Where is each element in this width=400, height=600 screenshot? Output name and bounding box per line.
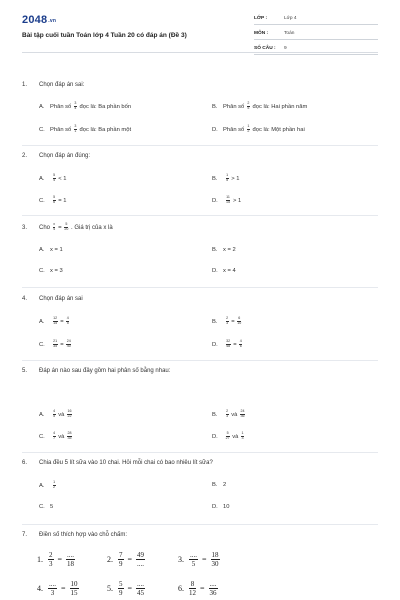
q5-option-a[interactable]: A. $\frac{4}{5}$ và $\frac{16}{22}$	[39, 409, 72, 418]
question-divider	[22, 215, 378, 216]
fraction: .... 45	[137, 580, 145, 597]
question-4: 4. Chọn đáp án sai	[22, 296, 83, 302]
q2-option-a[interactable]: A. $\frac{5}{4}$ < 1	[39, 173, 67, 182]
fraction: $\frac{11}{15}$	[225, 195, 230, 204]
q2-option-c[interactable]: C. $\frac{5}{6}$ = 1	[39, 195, 67, 204]
fraction: $\frac{12}{15}$	[53, 316, 58, 325]
q3-option-b[interactable]: B. x = 2	[212, 247, 236, 253]
fraction: $\frac{3}{1}$	[74, 124, 77, 133]
fraction: $\frac{16}{22}$	[67, 409, 72, 418]
fraction: $\frac{10}{15}$	[70, 580, 78, 597]
fraction: $\frac{4}{7}$	[53, 431, 56, 440]
fraction: $\frac{24}{36}$	[240, 409, 245, 418]
fill-item-2[interactable]: 2. $\frac{7}{9}$ = 49 ....	[107, 551, 145, 568]
fraction: $\frac{1}{2}$	[247, 124, 250, 133]
q4-option-a[interactable]: A. $\frac{12}{15}$ = $\frac{4}{5}$	[39, 316, 69, 325]
question-5: 5. Đáp án nào sau đây gồm hai phân số bằng nhau:	[22, 368, 171, 374]
q4-option-c[interactable]: C. $\frac{21}{35}$ = $\frac{24}{40}$	[39, 339, 71, 348]
fraction: $\frac{1}{2}$	[53, 480, 56, 489]
fraction: $\frac{4}{5}$	[53, 409, 56, 418]
fill-item-5[interactable]: 5. $\frac{5}{9}$ = .... 45	[107, 580, 145, 597]
fraction: $\frac{6}{10}$	[237, 316, 242, 325]
q2-option-d[interactable]: D. $\frac{11}{15}$ > 1	[212, 195, 242, 204]
fraction: $\frac{2}{3}$	[226, 409, 229, 418]
fraction: $\frac{5}{4}$	[53, 173, 56, 182]
fill-item-4[interactable]: 4. .... 3 = $\frac{10}{15}$	[37, 580, 78, 597]
fraction: $\frac{5}{20}$	[64, 222, 69, 231]
q6-option-b[interactable]: B. 2	[212, 482, 227, 488]
q1-option-d[interactable]: D. Phân số $\frac{1}{2}$ đọc là: Một phần hai	[212, 124, 305, 133]
fill-item-3[interactable]: 3. .... 5 = $\frac{18}{30}$	[178, 551, 219, 568]
question-divider	[22, 145, 378, 146]
fraction: $\frac{28}{35}$	[67, 431, 72, 440]
fraction: $\frac{18}{30}$	[211, 551, 219, 568]
fraction: $\frac{4}{6}$	[239, 339, 242, 348]
q5-option-d[interactable]: D. $\frac{5}{27}$ và $\frac{1}{3}$	[212, 431, 244, 440]
question-2: 2. Chọn đáp án đúng:	[22, 153, 91, 159]
fill-item-6[interactable]: 6. $\frac{8}{12}$ = .... 36	[178, 580, 217, 597]
fraction: .... 5	[190, 551, 197, 568]
q1-option-b[interactable]: B. Phân số $\frac{2}{5}$ đọc là: Hai phần năm	[212, 101, 308, 110]
q1-option-a[interactable]: A. Phân số $\frac{3}{4}$ đọc là: Ba phần bốn	[39, 101, 132, 110]
meta-subject: MÔN : Toán	[254, 29, 378, 40]
fraction: $\frac{7}{9}$	[119, 551, 123, 568]
fraction: $\frac{2}{3}$	[226, 316, 229, 325]
fraction: $\frac{1}{3}$	[241, 431, 244, 440]
q5-option-c[interactable]: C. $\frac{4}{7}$ và $\frac{28}{35}$	[39, 431, 72, 440]
fraction: $\frac{32}{48}$	[226, 339, 231, 348]
q6-option-c[interactable]: C. 5	[39, 504, 54, 510]
q3-option-d[interactable]: D. x = 4	[212, 268, 236, 274]
meta-question-count: SỐ CÂU : 9	[254, 44, 378, 55]
fraction: $\frac{3}{4}$	[74, 101, 77, 110]
question-6: 6. Chia đều 5 lít sữa vào 10 chai. Hỏi mỗi chai có bao nhiêu lít sữa?	[22, 460, 213, 466]
page-title: Bài tập cuối tuần Toán lớp 4 Tuần 20 có đáp án (Đề 3)	[22, 32, 187, 39]
question-divider	[22, 524, 378, 525]
fraction: $\frac{2}{5}$	[247, 101, 250, 110]
question-1: 1. Chọn đáp án sai:	[22, 82, 85, 88]
site-logo[interactable]: $2048^{.vn}$	[22, 14, 57, 26]
q3-option-c[interactable]: C. x = 3	[39, 268, 63, 274]
header-divider	[22, 52, 378, 53]
q6-option-a[interactable]: A. $\frac{1}{2}$	[39, 480, 56, 489]
question-3: 3. Cho $\frac{x}{4}$ = $\frac{5}{20}$ . Giá trị của x là	[22, 222, 113, 231]
fraction: $\frac{1}{5}$	[226, 173, 229, 182]
q4-option-b[interactable]: B. $\frac{2}{3}$ = $\frac{6}{10}$	[212, 316, 242, 325]
fill-item-1[interactable]: 1. $\frac{2}{3}$ = .... 18	[37, 551, 75, 568]
q2-option-b[interactable]: B. $\frac{1}{5}$ > 1	[212, 173, 240, 182]
q6-option-d[interactable]: D. 10	[212, 504, 230, 510]
fraction: $\frac{24}{40}$	[66, 339, 71, 348]
q1-option-c[interactable]: C. Phân số $\frac{3}{1}$ đọc là: Ba phần một	[39, 124, 132, 133]
fraction: .... 36	[209, 580, 217, 597]
fraction: $\frac{x}{4}$	[53, 222, 56, 231]
q5-option-b[interactable]: B. $\frac{2}{3}$ và $\frac{24}{36}$	[212, 409, 245, 418]
fraction: .... 3	[49, 580, 56, 597]
question-divider	[22, 452, 378, 453]
q3-option-a[interactable]: A. x = 1	[39, 247, 63, 253]
fraction: $\frac{5}{6}$	[53, 195, 56, 204]
q4-option-d[interactable]: D. $\frac{32}{48}$ = $\frac{4}{6}$	[212, 339, 242, 348]
question-divider	[22, 287, 378, 288]
fraction: $\frac{8}{12}$	[189, 580, 196, 597]
fraction: $\frac{5}{27}$	[225, 431, 230, 440]
meta-class: LỚP : Lớp 4	[254, 14, 378, 25]
fraction: $\frac{21}{35}$	[53, 339, 58, 348]
fraction: $\frac{5}{9}$	[119, 580, 123, 597]
fraction: .... 18	[67, 551, 75, 568]
fraction: 49 ....	[137, 551, 145, 568]
fraction: $\frac{4}{5}$	[66, 316, 69, 325]
question-7: 7. Điền số thích hợp vào chỗ chấm:	[22, 532, 127, 538]
fraction: $\frac{2}{3}$	[49, 551, 53, 568]
question-divider	[22, 360, 378, 361]
